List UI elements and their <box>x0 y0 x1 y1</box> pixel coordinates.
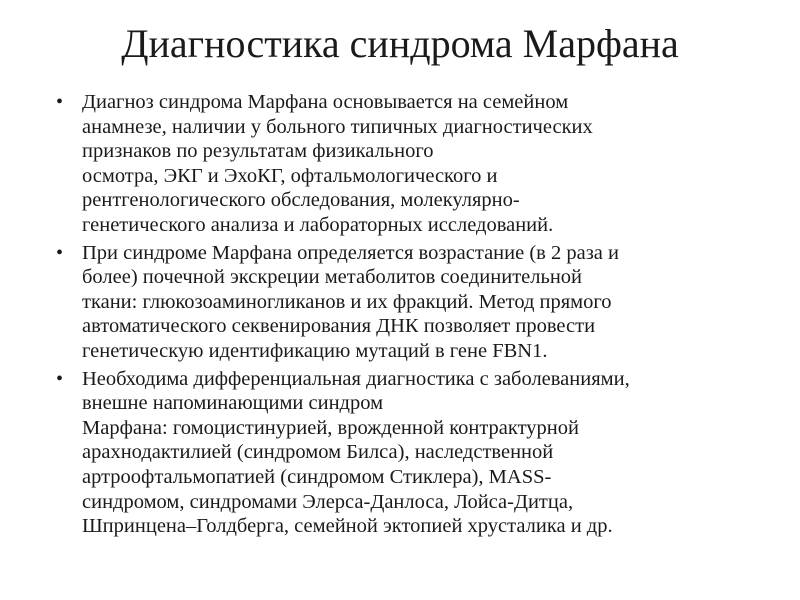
bullet-line: автоматического секвенирования ДНК позволяет провести <box>82 315 596 338</box>
bullet-item-differential <box>56 367 746 539</box>
bullet-line: синдромом, синдромами Элерса-Данлоса, Лойса-Дитца, <box>82 490 574 513</box>
bullet-line: осмотра, ЭКГ и ЭхоКГ, офтальмологического и <box>82 164 498 187</box>
bullet-line: Марфана: гомоцистинурией, врожденной контрактурной <box>82 416 579 439</box>
bullet-line: рентгенологического обследования, молекулярно- <box>82 189 520 212</box>
bullet-line: Шпринцена–Голдберга, семейной эктопией хрусталика и др. <box>82 515 613 538</box>
bullet-line: арахнодактилией (синдромом Билса), наследственной <box>82 441 554 464</box>
bullet-line: При синдроме Марфана определяется возрастание (в 2 раза и <box>82 241 619 264</box>
bullet-list <box>56 90 746 542</box>
bullet-line: артроофтальмопатией (синдромом Стиклера), MASS- <box>82 465 552 488</box>
bullet-line: генетическую идентификацию мутаций в гене FBN1. <box>82 339 548 362</box>
slide-title: Диагностика синдрома Марфана <box>121 21 679 66</box>
bullet-line: более) почечной экскреции метаболитов соединительной <box>82 266 583 289</box>
bullet-line: генетического анализа и лабораторных исследований. <box>82 213 554 236</box>
bullet-line: внешне напоминающими синдром <box>82 392 384 415</box>
bullet-line: анамнезе, наличии у больного типичных диагностических <box>82 115 593 138</box>
bullet-item-excretion <box>56 241 746 364</box>
bullet-line: Диагноз синдрома Марфана основывается на семейном <box>82 91 569 113</box>
bullet-icon: • <box>56 367 64 390</box>
bullet-line: ткани: глюкозоаминогликанов и их фракций. Метод прямого <box>82 290 612 313</box>
bullet-line: Необходима дифференциальная диагностика с заболеваниями, <box>82 367 630 390</box>
bullet-icon: • <box>56 241 64 264</box>
bullet-line: признаков по результатам физикального <box>82 140 434 163</box>
bullet-item-diagnosis <box>56 90 746 238</box>
bullet-icon: • <box>56 91 64 113</box>
